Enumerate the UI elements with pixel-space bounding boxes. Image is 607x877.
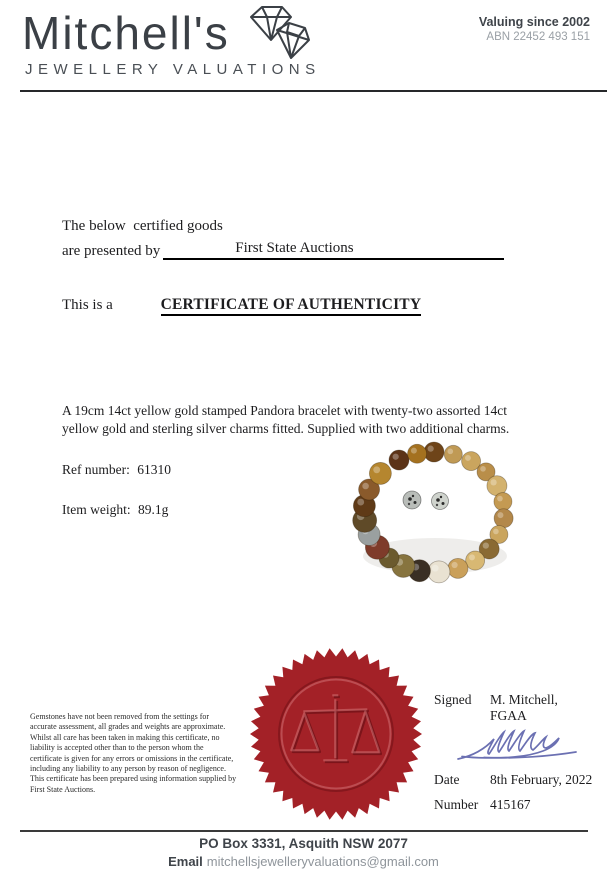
footer-divider: [20, 830, 588, 832]
number-label: Number: [434, 797, 479, 812]
presented-by-block: [62, 218, 504, 260]
number-row: [434, 797, 594, 813]
brand-name: Mitchell's: [22, 7, 230, 59]
signed-row: [434, 692, 594, 724]
email-label: Email: [168, 854, 203, 869]
signed-label: Signed: [434, 692, 472, 707]
number-value: 415167: [490, 797, 531, 812]
brand-subtitle: JEWELLERY VALUATIONS: [25, 61, 321, 78]
scales-seal-icon: [249, 647, 423, 821]
item-description: A 19cm 14ct yellow gold stamped Pandora bracelet with twenty-two assorted 14ct yellow gold and sterling silver charms fitted. Supplied with two additional charms.: [62, 403, 510, 437]
email-value: mitchellsjewelleryvaluations@gmail.com: [206, 854, 439, 869]
header-right: [479, 15, 590, 43]
item-weight-line: [62, 502, 168, 518]
header-divider: [20, 90, 607, 92]
footer: [0, 836, 607, 869]
footer-email-line: [0, 854, 607, 869]
item-weight-value: 89.1g: [137, 502, 169, 517]
tagline: Valuing since 2002: [478, 15, 590, 29]
ref-number-value: 61310: [137, 462, 171, 477]
title-row: [62, 296, 421, 314]
ref-number-line: [62, 462, 171, 478]
bracelet-photo: [340, 438, 520, 588]
signature-block: [434, 692, 594, 813]
diamonds-icon: [237, 4, 315, 67]
presented-by-value: First State Auctions: [163, 239, 504, 260]
abn-number: ABN 22452 493 151: [486, 31, 590, 43]
signed-value: M. Mitchell, FGAA: [490, 692, 558, 723]
item-weight-label: Item weight:: [62, 502, 131, 517]
handwritten-signature: [434, 726, 594, 764]
date-value: 8th February, 2022: [490, 772, 593, 787]
ref-number-label: Ref number:: [62, 462, 130, 477]
date-row: [434, 772, 594, 788]
certificate-title: CERTIFICATE OF AUTHENTICITY: [161, 296, 422, 316]
disclaimer-text: Gemstones have not been removed from the settings for accurate assessment, all grades and weights are approximate. Whilst all care has been taken in making this certificate, no liability is accepted other than to the person whom the certificate is given for any errors or omissions in the certificate, including any liability to any person by reason of negligence. This certificate has been prepared using information supplied by First State Auctions.: [30, 712, 237, 794]
title-prefix: This is a: [62, 297, 113, 313]
date-label: Date: [434, 772, 460, 787]
footer-address: PO Box 3331, Asquith NSW 2077: [199, 836, 408, 851]
intro-line-2: are presented by: [62, 242, 161, 259]
intro-line-1: The below certified goods: [62, 218, 223, 234]
